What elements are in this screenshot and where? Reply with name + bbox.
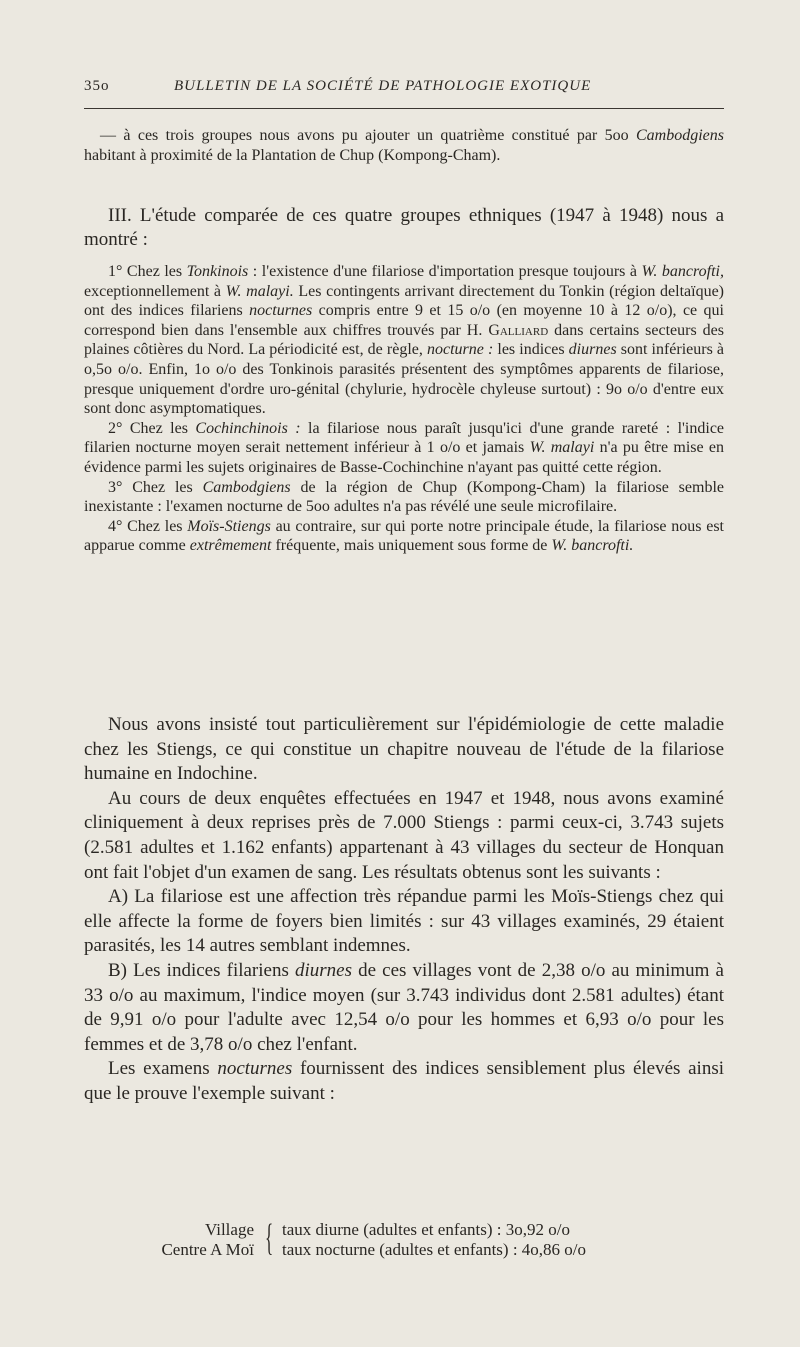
findings-list: [84, 262, 724, 556]
brace: {: [265, 1217, 274, 1259]
section-iii-heading: III. L'étude comparée de ces quatre groupes ethniques (1947 à 1948) nous a montré :: [84, 205, 724, 250]
finding-cambodgiens: 3° Chez les Cambodgiens de la région de Chup (Kompong-Cham) la filariose semble inexistante : l'examen nocturne de 5oo adultes n'a pas révélé une seule microfilaire.: [84, 478, 725, 516]
paragraph-point-b: B) Les indices filariens diurnes de ces villages vont de 2,38 o/o au minimum à 33 o/o au maximum, l'indice moyen (sur 3.743 individus dont 2.581 adultes) étant de 9,91 o/o pour l'adulte avec 12,54 o/o pour les hommes et 6,93 o/o pour les femmes et de 3,78 o/o chez l'enfant.: [84, 959, 724, 1055]
finding-tonkinois: 1° Chez les Tonkinois : l'existence d'une filariose d'importation presque toujours à W. bancrofti, exceptionnellement à W. malayi. Les contingents arrivant directement du Tonkin (région deltaïque) ont des indices filariens nocturnes compris entre 9 et 15 o/o (en moyenne 10 à 12 o/o), ce qui correspond bien dans l'ensemble aux chiffres trouvés par H. Galliard dans certains secteurs des plaines côtières du Nord. La périodicité est, de règle, nocturne : les indices diurnes sont inférieurs à o,5o o/o. Enfin, 1o o/o des Tonkinois parasités présentent des symptômes apparents de filariose, presque uniquement d'ordre uro-génital (chylurie, hydrocèle chyleuse surtout) : 9o o/o d'entre eux sont donc asymptomatiques.: [84, 263, 725, 418]
paragraph-nocturnal-exams: Les examens nocturnes fournissent des indices sensiblement plus élevés ainsi que le prouve l'exemple suivant :: [84, 1058, 725, 1104]
finding-cochinchinois: 2° Chez les Cochinchinois : la filariose nous paraît jusqu'ici d'une grande rareté : l'indice filarien nocturne moyen serait nettement inférieur à 1 o/o et jamais W. malayi n'a pu être mise en évidence parmi les sujets originaires de Basse-Cochinchine n'ayant pas quitté cette région.: [84, 419, 725, 476]
village-rates: [282, 1220, 586, 1260]
paragraph-point-a: A) La filariose est une affection très répandue parmi les Moïs-Stiengs chez qui elle affecte la forme de foyers bien limités : sur 43 villages examinés, 29 étaient parasités, les 14 autres semblant indemnes.: [84, 886, 724, 957]
header-rule: [84, 108, 724, 109]
paragraph-surveys: Au cours de deux enquêtes effectuées en 1947 et 1948, nous avons examiné cliniquement à deux reprises près de 7.000 Stiengs : parmi ceux-ci, 3.743 sujets (2.581 adultes et 1.162 enfants) appartenant à 43 villages du secteur de Honquan ont fait l'objet d'un examen de sang. Les résultats obtenus sont les suivants :: [84, 787, 724, 883]
journal-title: BULLETIN DE LA SOCIÉTÉ DE PATHOLOGIE EXOTIQUE: [174, 78, 592, 94]
village-name: Centre A Moï: [161, 1240, 254, 1259]
village-labels: [134, 1220, 254, 1260]
rate-diurnal: taux diurne (adultes et enfants) : 3o,92 o/o: [282, 1220, 570, 1239]
page-number: 35o: [84, 78, 110, 94]
finding-mois-stiengs: 4° Chez les Moïs-Stiengs au contraire, sur qui porte notre principale étude, la filariose nous est apparue comme extrêmement fréquente, mais uniquement sous forme de W. bancrofti.: [84, 517, 725, 555]
rate-nocturnal: taux nocturne (adultes et enfants) : 4o,86 o/o: [282, 1240, 587, 1259]
paragraph-cambodgiens-group: — à ces trois groupes nous avons pu ajouter un quatrième constitué par 5oo Cambodgiens habitant à proximité de la Plantation de Chup (Kompong-Cham).: [84, 127, 724, 164]
village-label: Village: [204, 1220, 254, 1239]
paragraph-epidemiology: Nous avons insisté tout particulièrement sur l'épidémiologie de cette maladie chez les Stiengs, ce qui constitue un chapitre nouveau de l'étude de la filariose humaine en Indochine.: [84, 714, 724, 785]
main-text: [84, 713, 724, 1107]
